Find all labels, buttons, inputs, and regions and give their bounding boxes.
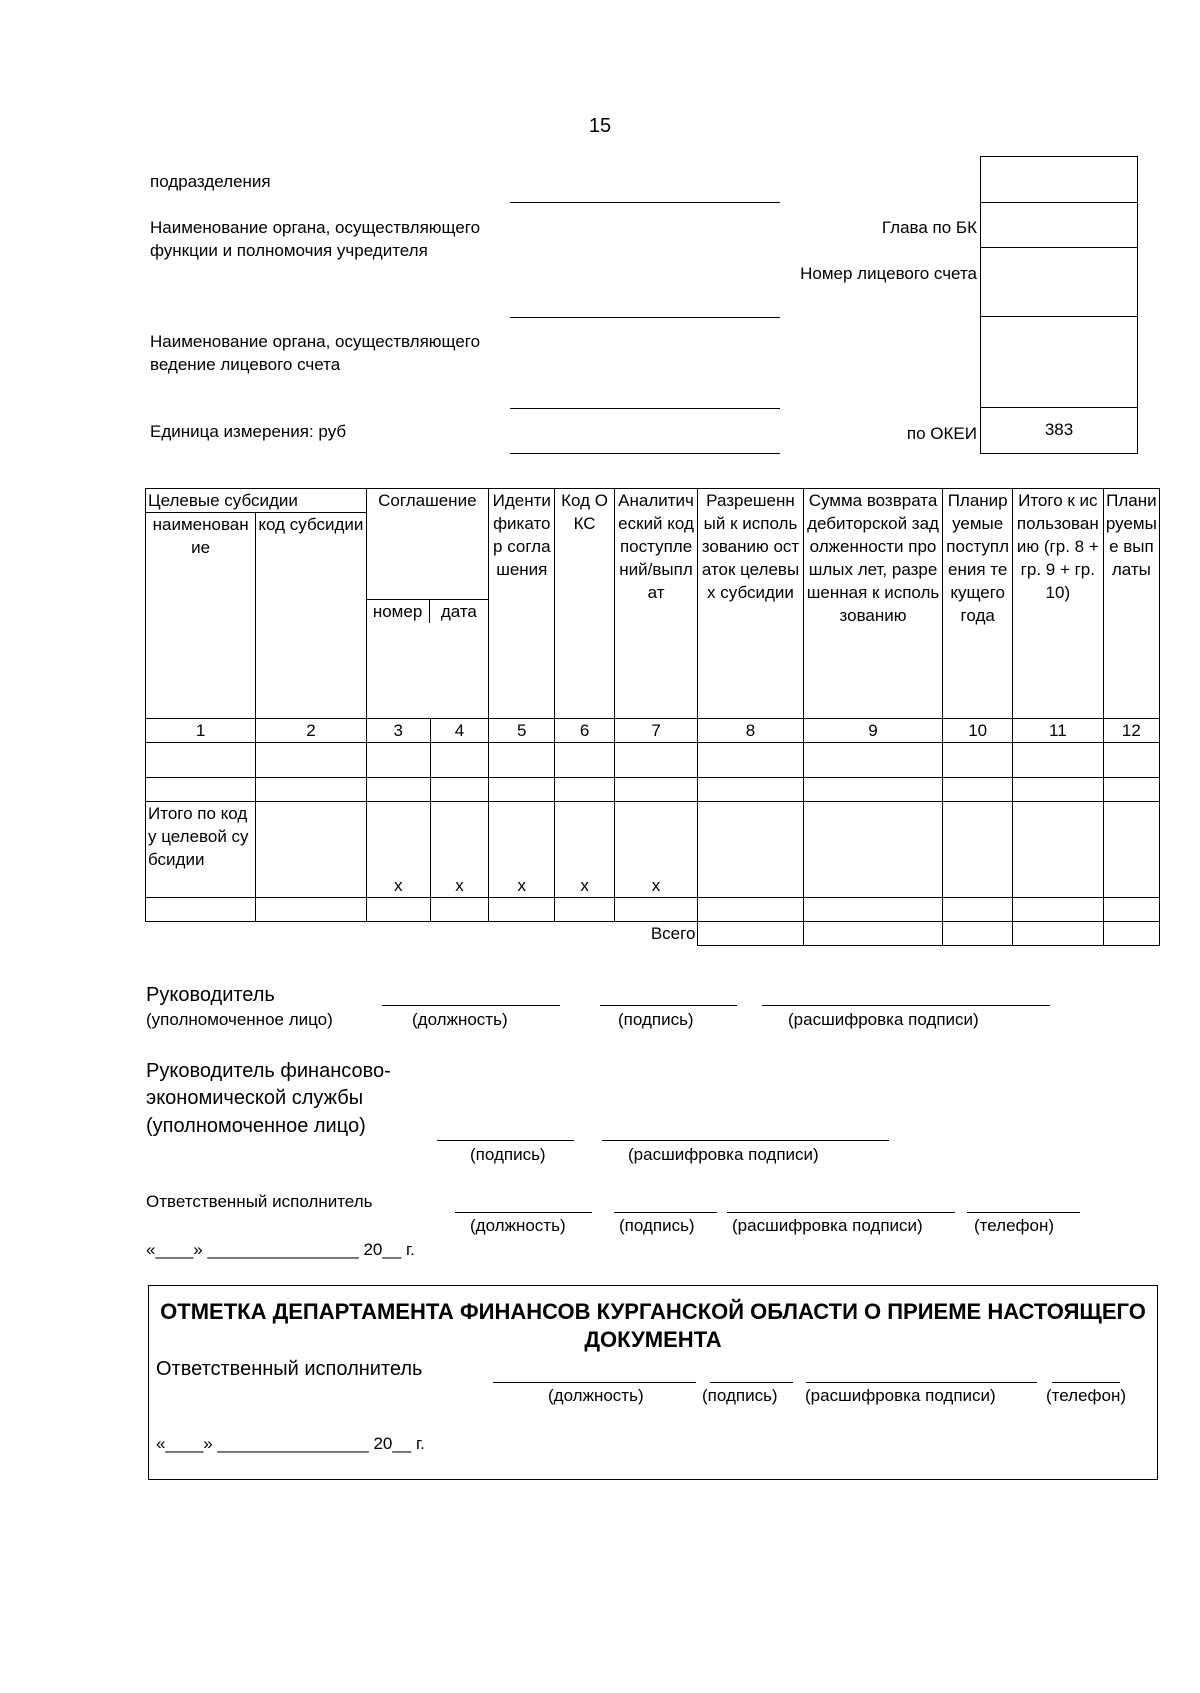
x-mark: х <box>555 802 614 898</box>
finance-head-label-3: (уполномоченное лицо) <box>146 1115 366 1137</box>
executor-position-caption: (должность) <box>470 1216 566 1235</box>
glava-label: Глава по БК <box>881 218 977 237</box>
finance-signature-line[interactable] <box>437 1140 574 1141</box>
department-mark-title: ОТМЕТКА ДЕПАРТАМЕНТА ФИНАНСОВ КУРГАНСКОЙ ОБЛАСТИ О ПРИЕМЕ НАСТОЯЩЕГО ДОКУМЕНТА <box>160 1299 1146 1352</box>
finance-signature-caption: (подпись) <box>470 1145 546 1164</box>
mark-signature-line[interactable] <box>710 1382 793 1383</box>
col-num-5: 5 <box>489 719 555 743</box>
subdivision-code-box[interactable] <box>980 156 1138 203</box>
account-number-box[interactable] <box>980 247 1138 317</box>
grand-total-label: Всего <box>650 924 696 943</box>
head-position-caption: (должность) <box>412 1010 508 1029</box>
head-decoding-line[interactable] <box>762 1005 1050 1006</box>
total-by-code-label: Итого по коду целевой субсидии <box>146 802 256 898</box>
head-position-line[interactable] <box>382 1005 560 1006</box>
mark-decoding-caption: (расшифровка подписи) <box>805 1386 996 1405</box>
x-mark: х <box>489 802 555 898</box>
subdivision-label: подразделения <box>150 172 271 191</box>
x-mark: х <box>430 802 488 898</box>
head-authorized-person: (уполномоченное лицо) <box>146 1010 333 1029</box>
mark-phone-caption: (телефон) <box>1046 1386 1127 1405</box>
mark-decoding-line[interactable] <box>806 1382 1037 1383</box>
analytic-code-header: Аналитический код поступлений/выплат <box>614 489 698 719</box>
col-num-4: 4 <box>430 719 488 743</box>
mark-position-caption: (должность) <box>548 1386 644 1405</box>
mark-date-line[interactable]: «____» ________________ 20__ г. <box>156 1434 425 1453</box>
table-row[interactable] <box>146 778 1160 802</box>
executor-signature-caption: (подпись) <box>619 1216 695 1235</box>
total-to-use-header: Итого к использованию (гр. 8 + гр. 9 + гр. 10) <box>1012 489 1103 719</box>
target-subsidies-header: Целевые субсидии <box>146 489 367 513</box>
account-number-label: Номер лицевого счета <box>800 264 977 283</box>
table-row[interactable] <box>146 743 1160 778</box>
column-numbers-row <box>146 719 1160 743</box>
receivable-return-header: Сумма возврата дебиторской задолженности прошлых лет, разрешенная к использованию <box>803 489 943 719</box>
agreement-id-header: Идентификатор соглашения <box>489 489 555 719</box>
okei-label: по ОКЕИ <box>906 424 977 443</box>
col-num-11: 11 <box>1012 719 1103 743</box>
agreement-header <box>366 489 489 719</box>
okei-value: 383 <box>980 407 1138 454</box>
finance-head-label-2: экономической службы <box>146 1087 364 1109</box>
finance-decoding-line[interactable] <box>602 1140 889 1141</box>
glava-code-box[interactable] <box>980 202 1138 248</box>
founder-org-line[interactable] <box>510 317 780 318</box>
total-by-code-row <box>146 802 1160 898</box>
executor-phone-caption: (телефон) <box>974 1216 1055 1235</box>
executor-decoding-line[interactable] <box>727 1212 955 1213</box>
executor-phone-line[interactable] <box>967 1212 1080 1213</box>
executor-decoding-caption: (расшифровка подписи) <box>732 1216 923 1235</box>
finance-head-label-1: Руководитель финансово- <box>146 1060 391 1082</box>
account-org-line[interactable] <box>510 408 780 409</box>
col-num-10: 10 <box>943 719 1012 743</box>
name-header: наименование <box>146 513 256 719</box>
head-signature-caption: (подпись) <box>618 1010 694 1029</box>
allowed-remainder-header: Разрешенный к использованию остаток целевых субсидии <box>698 489 803 719</box>
account-org-label: Наименование органа, осуществляющего ведение лицевого счета <box>150 332 481 374</box>
col-num-8: 8 <box>698 719 803 743</box>
col-num-12: 12 <box>1103 719 1159 743</box>
founder-org-label: Наименование органа, осуществляющего функции и полномочия учредителя <box>150 218 481 260</box>
unit-line[interactable] <box>510 453 780 454</box>
finance-decoding-caption: (расшифровка подписи) <box>628 1145 819 1164</box>
unit-label: Единица измерения: руб <box>150 422 347 441</box>
mark-signature-caption: (подпись) <box>702 1386 778 1405</box>
subsidy-table <box>145 488 1160 946</box>
mark-position-line[interactable] <box>493 1382 696 1383</box>
x-mark: х <box>366 802 430 898</box>
planned-receipts-header: Планируемые поступления текущего года <box>943 489 1012 719</box>
x-mark: х <box>614 802 698 898</box>
executor-signature-line[interactable] <box>614 1212 717 1213</box>
head-decoding-caption: (расшифровка подписи) <box>788 1010 979 1029</box>
head-signature-line[interactable] <box>600 1005 737 1006</box>
grand-total-row <box>146 922 1160 946</box>
col-num-7: 7 <box>614 719 698 743</box>
head-label: Руководитель <box>146 984 275 1006</box>
executor-position-line[interactable] <box>455 1212 592 1213</box>
code-header: код субсидии <box>256 513 366 719</box>
executor-date-line[interactable]: «____» ________________ 20__ г. <box>146 1240 415 1259</box>
date-header: дата <box>440 602 477 621</box>
number-header: номер <box>367 600 430 623</box>
col-num-2: 2 <box>256 719 366 743</box>
table-row[interactable] <box>146 898 1160 922</box>
executor-label: Ответственный исполнитель <box>146 1192 373 1211</box>
col-num-1: 1 <box>146 719 256 743</box>
col-num-9: 9 <box>803 719 943 743</box>
agreement-header-text: Соглашение <box>367 489 489 600</box>
planned-payments-header: Планируемые выплаты <box>1103 489 1159 719</box>
mark-phone-line[interactable] <box>1052 1382 1120 1383</box>
col-num-3: 3 <box>366 719 430 743</box>
subdivision-line[interactable] <box>510 202 780 203</box>
account-org-code-box[interactable] <box>980 316 1138 408</box>
oks-code-header: Код ОКС <box>555 489 614 719</box>
page-number: 15 <box>588 115 612 137</box>
mark-executor-label: Ответственный исполнитель <box>156 1358 423 1380</box>
col-num-6: 6 <box>555 719 614 743</box>
